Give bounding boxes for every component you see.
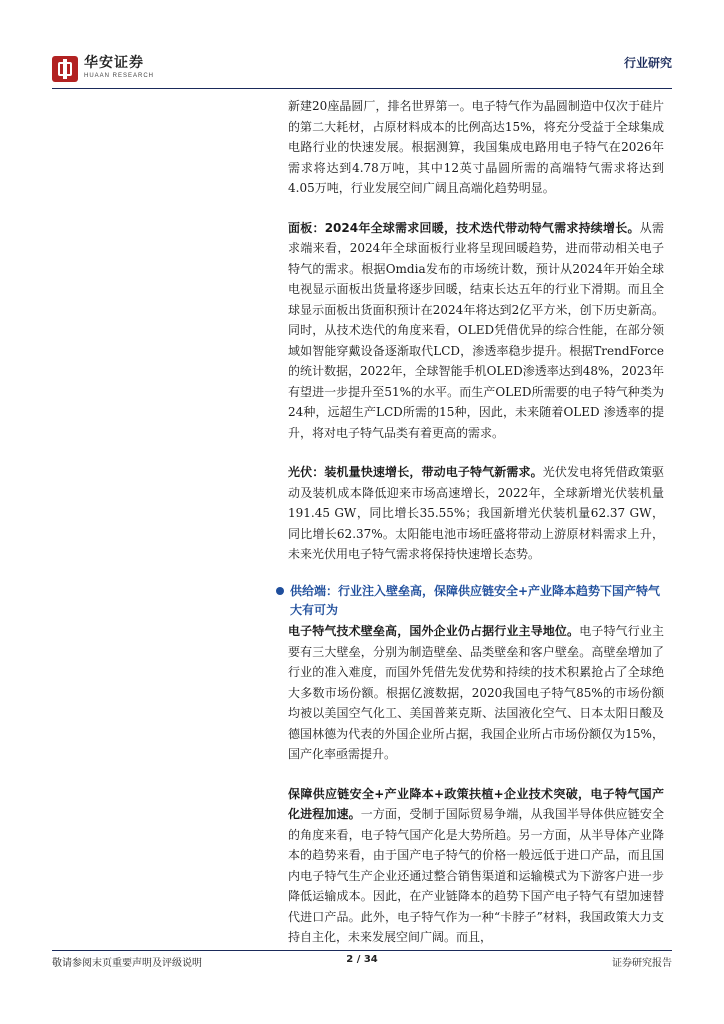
paragraph-wafer — [288, 96, 664, 199]
report-type-label: 行业研究 — [623, 56, 672, 70]
paragraph-heading: 光伏：装机量快速增长，带动电子特气新需求。 — [288, 465, 543, 479]
company-logo — [52, 56, 154, 86]
paragraph-heading: 电子特气技术壁垒高，国外企业仍占据行业主导地位。 — [288, 624, 580, 638]
logo-seal-icon — [52, 56, 78, 82]
footer-doc-type: 证券研究报告 — [612, 958, 672, 969]
page-header — [52, 54, 672, 88]
section-heading-text: 供给端：行业注入壁垒高，保障供应链安全+产业降本趋势下国产特气大有可为 — [290, 584, 661, 617]
paragraph-text: 从需求端来看，2024年全球面板行业将呈现回暖趋势，进而带动相关电子特气的需求。根据Omdia发布的市场统计数，预计从2024年开始全球电视显示面板出货量将逐步回暖，结束长达五年的行业下滑期。而且全球显示面板出货面积预计在2024年将达到2亿平方米，创下历史新高。同时，从技术迭代的角度来看，OLED凭借优异的综合性能，在部分领域如智能穿戴设备逐渐取代LCD，渗透率稳步提升。根据TrendForce的统计数据，2022年，全球智能手机OLED渗透率达到48%，2023年有望进一步提升至51%的水平。而生产OLED所需要的电子特气种类为24种，远超生产LCD所需的15种，因此，未来随着OLED 渗透率的提升，将对电子特气品类有着更高的需求。 — [288, 220, 664, 440]
logo-chinese-name: 华安证券 — [84, 55, 144, 71]
footer-divider — [52, 950, 672, 951]
paragraph-photovoltaic — [288, 462, 664, 565]
paragraph-text: 光伏发电将凭借政策驱动及装机成本降低迎来市场高速增长，2022年，全球新增光伏装机量191.45 GW，同比增长35.55%；我国新增光伏装机量62.37 GW，同比增长62.37%。太阳能电池市场旺盛将带动上游原材料需求上升，未来光伏用电子特气需求将保持快速增长态势。 — [288, 465, 664, 561]
page-number: 2 / 34 — [346, 954, 378, 965]
main-content — [288, 96, 664, 584]
supply-section — [276, 582, 666, 967]
paragraph-tech-barrier — [288, 621, 664, 765]
footer-disclaimer: 敬请参阅末页重要声明及评级说明 — [52, 958, 202, 969]
section-body — [288, 621, 664, 948]
paragraph-text: 一方面，受制于国际贸易争端，从我国半导体供应链安全的角度来看，电子特气国产化是大势所趋。另一方面，从半导体产业降本的趋势来看，由于国产电子特气的价格一般远低于进口产品，而且国内电子特气生产企业还通过整合销售渠道和运输模式为下游客户进一步降低运输成本。因此，在产业链降本的趋势下国产电子特气有望加速替代进口产品。此外，电子特气作为一种“卡脖子”材料，我国政策大力支持自主化，未来发展空间广阔。而且， — [288, 807, 664, 944]
paragraph-panel — [288, 218, 664, 444]
paragraph-heading: 面板：2024年全球需求回暖，技术迭代带动特气需求持续增长。 — [288, 220, 640, 235]
paragraph-text: 新建20座晶圆厂，排名世界第一。电子特气作为晶圆制造中仅次于硅片的第二大耗材，占原材料成本的比例高达15%，将充分受益于全球集成电路行业的快速发展。根据测算，我国集成电路用电子特气在2026年需求将达到4.78万吨，其中12英寸晶圆所需的高端特气需求将达到4.05万吨，行业发展空间广阔且高端化趋势明显。 — [288, 99, 664, 195]
section-heading — [276, 582, 666, 620]
header-divider — [52, 88, 672, 89]
logo-english-name: HUAAN RESEARCH — [84, 73, 155, 79]
paragraph-text: 电子特气行业主要有三大壁垒，分别为制造壁垒、品类壁垒和客户壁垒。高壁垒增加了行业的准入难度，而国外凭借先发优势和持续的技术积累抢占了全球绝大多数市场份额。根据亿渡数据，2020我国电子特气85%的市场份额均被以美国空气化工、美国普莱克斯、法国液化空气、日本太阳日酸及德国林德为代表的外国企业所占据，我国企业所占市场份额仅为15%，国产化率亟需提升。 — [288, 624, 664, 761]
paragraph-localization — [288, 784, 664, 948]
bullet-dot-icon — [276, 587, 284, 595]
paragraph-heading: 保障供应链安全+产业降本+政策扶植+企业技术突破，电子特气国产化进程加速。 — [288, 786, 664, 821]
